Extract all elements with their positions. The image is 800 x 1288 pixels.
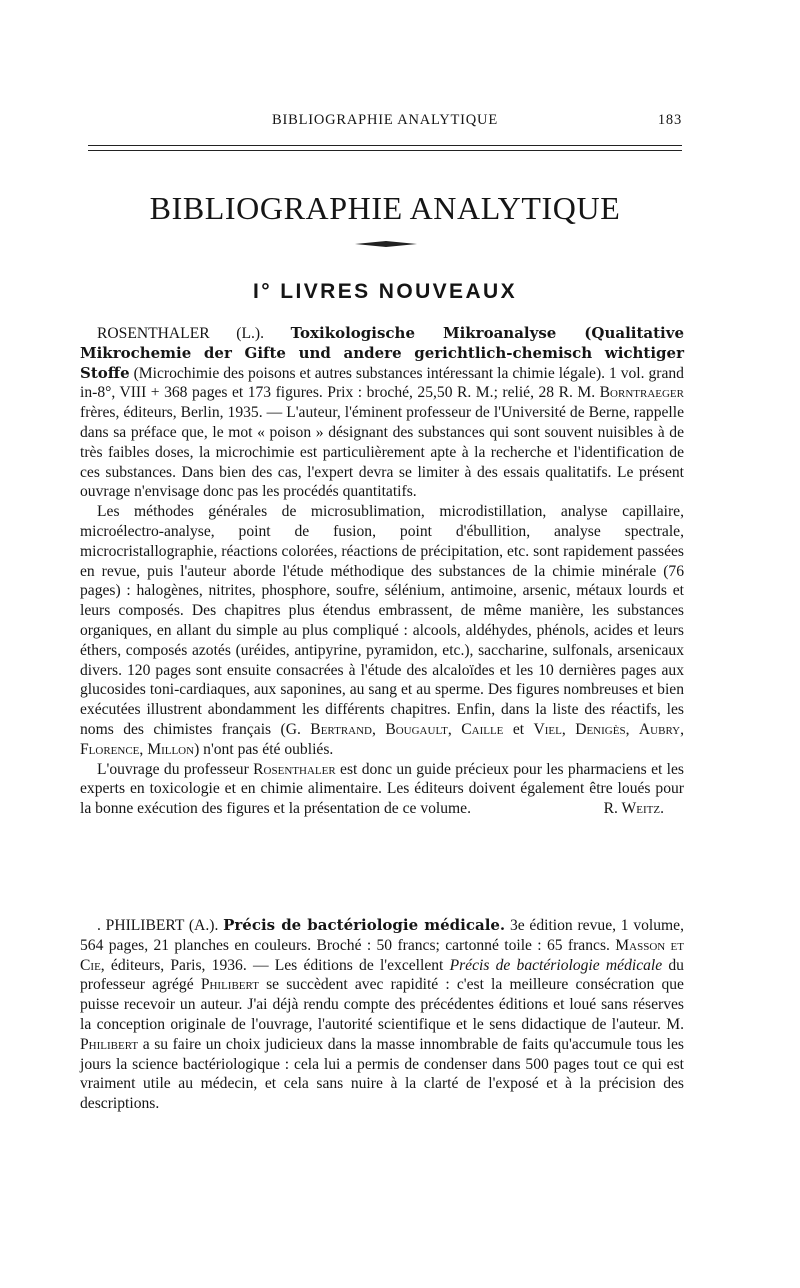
reviewer-signature: R. Weitz. (603, 800, 664, 818)
chemist-name: Millon (147, 740, 195, 758)
review-paragraph (80, 916, 684, 1114)
chemist-name: Aubry (638, 720, 681, 738)
book-details: 3e édition revue, 1 volume, 564 pages, 21 planches en couleurs. Broché : 50 francs; cartonné toile : 65 francs. (80, 917, 684, 954)
chemist-name: Denigès (575, 720, 626, 738)
publisher-name: Masson et Cie (80, 936, 684, 974)
book-details: (Microchimie des poisons et autres substances intéressant la chimie légale). 1 vol. grand in-8°, VIII + 368 pages et 173 figures. Prix : broché, 25,50 R. M.; relié, 28 R. M. (80, 364, 684, 402)
publisher-name: Borntraeger (599, 384, 684, 402)
chemist-name: Bougault (385, 720, 448, 738)
review-paragraph (80, 324, 684, 502)
author-name: Rosenthaler (253, 760, 336, 778)
review-rosenthaler (80, 324, 684, 819)
book-title: Précis de bactériologie médicale. (223, 916, 506, 934)
author-name: Philibert (200, 976, 259, 994)
review-text: Les méthodes générales de microsublimation, microdistillation, analyse capillaire, microélectro-analyse, point de fusion, point d'ébullition, analyse spectrale, microcristallographie, réactions colorées, réactions de précipitation, etc. sont rapidement passées en revue, puis l'auteur aborde l'étude méthodique des substances de la chimie minérale (76 pages) : halogènes, nitrites, phosphore, soufre, sélénium, antimoine, arsenic, métaux lourds et leurs composés. Des chapitres plus étendus embrassent, de même manière, les substances organiques, en allant du simple au plus compliqué : alcools, aldéhydes, phénols, acides et leurs éthers, composés azotés (uréides, antipyrine, pyramidon, etc.), saccharine, sulfonals, arsenicaux divers. 120 pages sont ensuite consacrées à l'étude des alcaloïdes et les 10 dernières pages aux glucosides toni-cardiaques, aux saponines, au sang et au sperme. Des figures nombreuses et bien exécutées illustrent abondamment les différents chapitres. Enfin, dans la liste des réactifs, les noms des chimistes français ( (80, 503, 684, 738)
book-title: Toxikologische Mikroanalyse (Qualitative Mikrochemie der Gifte und andere gerichtlich-chemisch wichtiger Stoffe (80, 324, 684, 382)
chemist-name: Viel (533, 720, 562, 738)
book-title-italic: Précis de bactériologie médicale (449, 956, 663, 974)
separator: et (503, 720, 534, 738)
review-text: frères, éditeurs, Berlin, 1935. — L'auteur, l'éminent professeur de l'Université de Berne, rappelle dans sa préface que, le mot « poison » désignant des substances qui sont souvent nuisibles à de très faibles doses, la microchimie est particulièrement apte à la recherche et l'identification de ces substances. Dans bien des cas, l'expert devra se limiter à des essais qualitatifs. Le présent ouvrage n'envisage donc pas les procédés quantitatifs. (80, 404, 684, 501)
separator: , (680, 720, 685, 738)
review-author: ROSENTHALER (L.). (97, 325, 264, 342)
chemist-name: G. Bertrand (285, 720, 372, 738)
review-text: , éditeurs, Paris, 1936. — Les éditions de l'excellent (100, 956, 444, 974)
review-text: se succèdent avec rapidité : c'est la meilleure consécration que puisse recevoir un auteur. J'ai déjà rendu compte des précédentes éditions et loué sans réserves la conception originale de l'ouvrage, l'autorité scientifique et le sens didactique de l'auteur. M. (80, 976, 684, 1033)
review-philibert (80, 916, 684, 1114)
page-title: BIBLIOGRAPHIE ANALYTIQUE (149, 190, 621, 226)
review-text: est donc un guide précieux pour les pharmaciens et les experts en toxicologie et en chimie alimentaire. Les éditeurs doivent également être loués pour la bonne exécution des figures et la présentation de ce volume. (80, 760, 684, 818)
separator: , (447, 720, 462, 738)
title-ornament (355, 240, 417, 248)
header-rule-bottom (88, 150, 682, 151)
review-author: . PHILIBERT (A.). (97, 917, 219, 934)
author-name: Philibert (80, 1035, 139, 1053)
page-number: 183 (657, 112, 682, 128)
review-paragraph (80, 502, 684, 759)
running-title: BIBLIOGRAPHIE ANALYTIQUE (272, 112, 498, 128)
separator: , (561, 720, 576, 738)
separator: , (625, 720, 639, 738)
section-title: I° LIVRES NOUVEAUX (253, 280, 517, 303)
review-text: L'ouvrage du professeur (97, 760, 249, 778)
header-rule-top (88, 145, 682, 146)
review-text: ) n'ont pas été oubliés. (194, 740, 334, 758)
review-paragraph (80, 760, 684, 819)
separator: , (139, 740, 148, 758)
review-text: du professeur agrégé (80, 956, 684, 994)
chemist-name: Caille (461, 720, 504, 738)
review-text: a su faire un choix judicieux dans la masse innombrable de faits qu'accumule tous les jours la science bactériologique : cela lui a permis de condenser dans 500 pages tout ce qui est vraiment utile au médecin, et cela sans nuire à la clarté de l'exposé et à la précision des descriptions. (80, 1035, 684, 1113)
chemist-name: Florence (80, 740, 140, 758)
separator: , (372, 720, 386, 738)
running-head (88, 112, 682, 134)
